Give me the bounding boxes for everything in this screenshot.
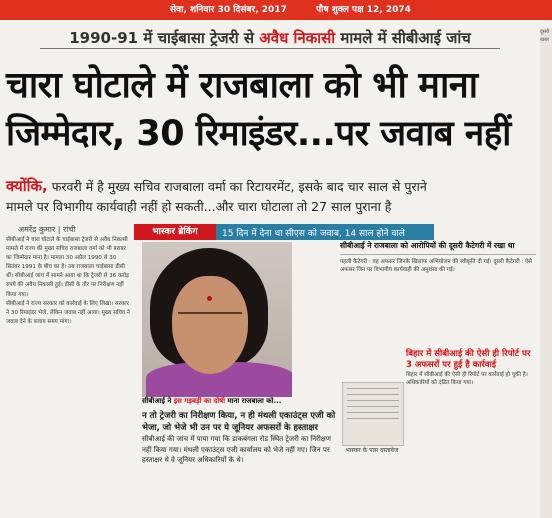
doc-line [347,412,399,413]
adjacent-column-edge: दूसरी खबर [540,28,552,518]
banner-tag: भास्कर ब्रेकिंग [134,224,216,240]
doc-line [347,418,399,419]
masthead-band [0,0,552,20]
photo-glasses [178,312,242,324]
doc-line [347,406,399,407]
photo-bindi [207,296,212,301]
right-column-body: पहली कैटेगरी : वह अफसर जिनके खिलाफ अभियोजन की स्वीकृति दी गई। दूसरी कैटेगरी : ऐसे अफसर जिन पर विभागीय कार्यवाही की अनुशंसा की गई। [340,259,532,274]
kicker-after: मामले में सीबीआई जांच [335,29,471,47]
masthead-panchang: पौष शुक्ल पक्ष 12, 2074 [316,5,411,15]
portrait-photo [142,242,292,397]
deck-line-1 [6,176,544,197]
deck [6,176,544,217]
breaking-banner [134,224,434,240]
doc-line [347,388,399,389]
spacer [340,275,536,345]
caption-after: माना राजबाला को... [225,397,282,405]
middle-story-body: सीबीआई की जांच में पाया गया कि डाकबंगला रोड स्थित ट्रेजरी का निरीक्षण नहीं किया गया। मंथली एकाउंट्स एजी कार्यालय को भेजे नहीं गए। जिन पर हस्ताक्षर थे वे जूनियर अधिकारियों के थे। [142,435,331,464]
left-paragraph: सीबीआई ने चारा घोटाले के चाईबासा ट्रेजरी से अवैध निकासी मामले में राज्य की मुख्य सचिव राजबाला वर्मा को भी बराबर का जिम्मेदार माना है। मामला 30 अप्रैल 1990 से 30 सितंबर 1991 के बीच का है। तब राजबाला चाईबासा डीसी थीं। सीबीआई जांच में सामने आया था कि ट्रेजरी से 36 करोड़ रुपये की अवैध निकासी हुई। डीसी के तौर पर निरीक्षण नहीं किया गया। [6,237,130,298]
divider [340,254,536,255]
document-image [342,382,404,446]
caption-before: सीबीआई ने [142,397,174,405]
photo-face [172,276,248,374]
headline-line-1: चारा घोटाले में राजबाला को भी माना [6,65,478,106]
headline-line-2: जिम्मेदार, 30 रिमाइंडर...पर जवाब नहीं [6,114,511,154]
document-caption: भास्कर के पास दस्तावेज [345,447,399,454]
left-paragraph: सीबीआई ने राज्य सरकार को कार्रवाई के लिए लिखा। सरकार ने 30 रिमाइंडर भेजे, लेकिन जवाब नहीं आया। मुख्य सचिव ने जवाब देने के बजाय समय मांगा। [6,300,130,325]
right-column-body-2: बिहार में सीबीआई की ऐसी ही रिपोर्ट पर कार्रवाई हो चुकी है। अधिकारियों को दंडित किया गया। [406,371,528,387]
masthead-date: सेवा, शनिवार 30 दिसंबर, 2017 [170,5,287,15]
kicker-highlight: अवैध निकासी [259,29,336,47]
doc-line [347,400,399,401]
deck-line-1-text: फरवरी में है मुख्य सचिव राजबाला वर्मा का रिटायरमेंट, इसके बाद चार साल से पुराने [47,179,427,194]
byline: अमरेंद्र कुमार | रांची [18,225,76,234]
middle-story-lead: न तो ट्रेजरी का निरीक्षण किया, न ही मंथली एकाउंट्स एजी को भेजा, जो भेजे भी उन पर ये जूनियर अफसरों के हस्ताक्षर [142,411,336,433]
deck-line-2: मामले पर विभागीय कार्यवाही नहीं हो सकती...और चारा घोटाला तो 27 साल पुराना है [6,199,392,214]
left-column [6,236,131,518]
kicker-headline [40,28,500,48]
right-column-heading: सीबीआई ने राजबाला को आरोपियों की दूसरी कैटेगरी में रखा था [340,241,515,250]
photo-caption [142,397,292,406]
right-column-subhead: बिहार में सीबीआई की ऐसी ही रिपोर्ट पर 3 अफसरों पर हुई है कार्रवाई [406,348,531,370]
middle-story [142,410,338,494]
banner-text: 15 दिन में देना था सीएस को जवाब, 14 साल होने वाले [222,229,405,239]
doc-line [347,394,399,395]
deck-lead: क्योंकि, [6,177,48,195]
caption-highlight: इस गड़बड़ी का दोषी [173,397,226,405]
kicker-rule [40,48,500,49]
right-column [340,240,536,516]
kicker-before: 1990-91 में चाईबासा ट्रेजरी से [69,29,260,47]
